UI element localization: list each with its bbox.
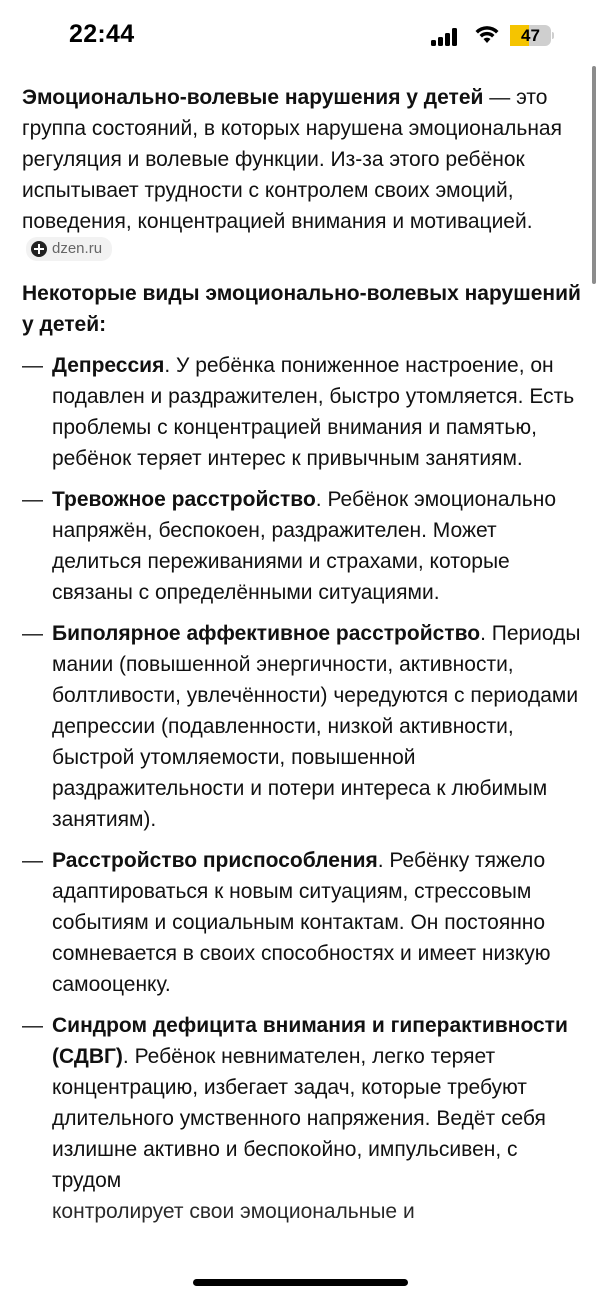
battery-indicator — [510, 25, 551, 46]
item-text: . У ребёнка пониженное настроение, он подавлен и раздражителен, быстро утомляется. Есть проблемы с концентрацией внимания и памятью, ребёнок теряет интерес к привычным занятиям. — [52, 354, 575, 470]
list-item — [22, 484, 582, 608]
item-title: Расстройство приспособления — [52, 849, 378, 872]
disorder-list — [22, 350, 582, 1223]
list-item — [22, 845, 582, 1000]
item-text: . Ребёнок эмоционально напряжён, беспокоен, раздражителен. Может делиться переживаниями и страхами, которые связаны с определёнными ситуациями. — [52, 488, 556, 604]
list-item — [22, 350, 582, 474]
intro-term: Эмоционально-волевые нарушения у детей — [22, 86, 484, 109]
list-subheading: Некоторые виды эмоционально-волевых нарушений у детей: — [22, 282, 581, 336]
plus-circle-icon — [31, 241, 47, 257]
dash-bullet: — — [22, 849, 43, 872]
dash-bullet: — — [22, 1014, 43, 1037]
list-item — [22, 1010, 582, 1223]
home-indicator[interactable] — [193, 1279, 408, 1286]
intro-definition: — это группа состояний, в которых нарушена эмоциональная регуляция и волевые функции. Из-за этого ребёнок испытывает трудности с контролем своих эмоций, поведения, концентрацией внимания и мотивацией. — [22, 86, 562, 233]
dash-bullet: — — [22, 622, 43, 645]
item-text: . Ребёнок невнимателен, легко теряет концентрацию, избегает задач, которые требуют длительного умственного напряжения. Ведёт себя излишне активно и беспокойно, импульсивен, с трудом — [52, 1045, 546, 1192]
article-content — [22, 82, 582, 1223]
item-title: Тревожное расстройство — [52, 488, 316, 511]
item-title: Депрессия — [52, 354, 165, 377]
item-text: . Периоды мании (повышенной энергичности, активности, болтливости, увлечённости) чередуются с периодами депрессии (подавленности, низкой активности, быстрой утомляемости, повышенной раздражительности и потери интереса к любимым занятиям). — [52, 622, 581, 831]
clipped-text-line: контролирует свои эмоциональные и — [52, 1200, 415, 1223]
source-link-chip[interactable] — [26, 237, 112, 261]
item-title: Биполярное аффективное расстройство — [52, 622, 481, 645]
cellular-signal-icon — [431, 26, 464, 46]
clock: 22:44 — [69, 20, 135, 48]
list-item — [22, 618, 582, 835]
dash-bullet: — — [22, 354, 43, 377]
battery-percent: 47 — [521, 26, 540, 45]
item-text: . Ребёнку тяжело адаптироваться к новым ситуациям, стрессовым событиям и социальным контактам. Он постоянно сомневается в своих способностях и имеет низкую самооценку. — [52, 849, 551, 996]
wifi-icon — [474, 24, 500, 44]
dash-bullet: — — [22, 488, 43, 511]
intro-paragraph — [22, 82, 582, 268]
source-label: dzen.ru — [52, 240, 103, 257]
scrollbar[interactable] — [592, 66, 596, 284]
battery-tip — [552, 32, 554, 39]
item-title: Синдром дефицита внимания и гиперактивности (СДВГ) — [52, 1014, 568, 1068]
status-bar — [0, 0, 600, 70]
